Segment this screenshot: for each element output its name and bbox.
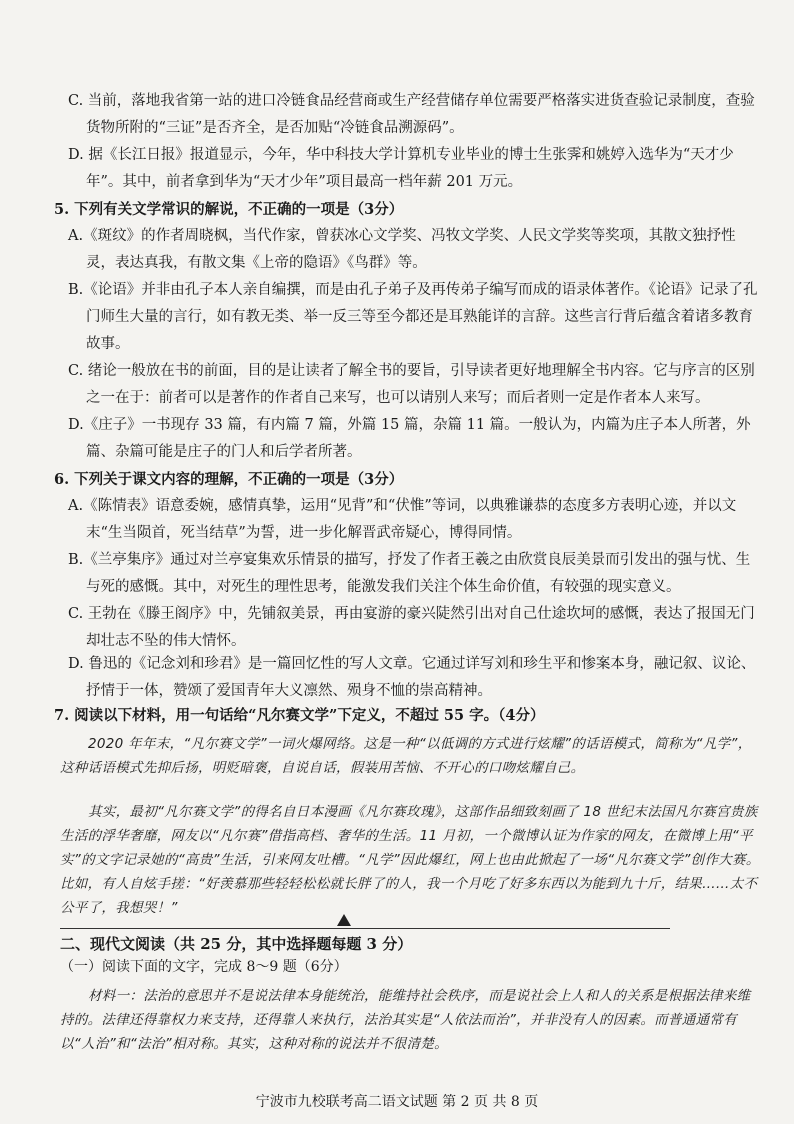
q7-material-para1: 2020 年年末，“凡尔赛文学”一词火爆网络。这是一种“以低调的方式进行炫耀”的话语模式，简称为“凡学”，这种话语模式先抑后扬，明贬暗褒，自说自话，假装用苦恼、不开心的口吻炫耀自己。 <box>60 736 752 776</box>
q6-option-c: C. 王勃在《滕王阁序》中，先铺叙美景，再由宴游的豪兴陡然引出对自己仕途坎坷的感慨，表达了报国无门却壮志不坠的伟大情怀。 <box>68 606 755 649</box>
q6-option-b: B.《兰亭集序》通过对兰亭宴集欢乐情景的描写，抒发了作者王羲之由欣赏良辰美景而引发出的强与忧、生与死的感慨。其中，对死生的理性思考，能激发我们关注个体生命价值，有较强的现实意义。 <box>68 552 751 595</box>
q4-option-d: D. 据《长江日报》报道显示，今年，华中科技大学计算机专业毕业的博士生张霁和姚婷入选华为“天才少年”。其中，前者拿到华为“天才少年”项目最高一档年薪 201 万元。 <box>68 147 734 190</box>
q5-option-a: A.《斑纹》的作者周晓枫，当代作家，曾获冰心文学奖、冯牧文学奖、人民文学奖等奖项，其散文独抒性灵，表达真我，有散文集《上帝的隐语》《鸟群》等。 <box>68 228 736 271</box>
section2-title: 二、现代文阅读（共 25 分，其中选择题每题 3 分） <box>60 935 413 953</box>
q4-option-c: C. 当前，落地我省第一站的进口冷链食品经营商或生产经营储存单位需要严格落实进货查验记录制度，查验货物所附的“三证”是否齐全，是否加贴“冷链食品溯源码”。 <box>68 93 755 136</box>
q5-option-d: D.《庄子》一书现存 33 篇，有内篇 7 篇，外篇 15 篇，杂篇 11 篇。一般认为，内篇为庄子本人所著，外篇、杂篇可能是庄子的门人和后学者所著。 <box>68 417 751 460</box>
section2-subtitle: （一）阅读下面的文字，完成 8～9 题（6分） <box>60 959 348 975</box>
page-footer: 宁波市九校联考高二语文试题 第 2 页 共 8 页 <box>255 1094 539 1110</box>
q5-stem: 5. 下列有关文学常识的解说，不正确的一项是（3分） <box>54 201 404 218</box>
q6-option-d: D. 鲁迅的《记念刘和珍君》是一篇回忆性的写人文章。它通过详写刘和珍生平和惨案本身，融记叙、议论、抒情于一体，赞颂了爱国青年大义凛然、殒身不恤的崇高精神。 <box>68 656 756 699</box>
q5-option-b: B.《论语》并非由孔子本人亲自编撰，而是由孔子弟子及再传弟子编写而成的语录体著作。《论语》记录了孔门师生大量的言行，如有教无类、举一反三等至今都还是耳熟能详的言辞。这些言行背后蕴含着诸多教育故事。 <box>68 282 758 352</box>
q7-stem: 7. 阅读以下材料，用一句话给“凡尔赛文学”下定义，不超过 55 字。（4分） <box>54 707 545 724</box>
material-one: 材料一：法治的意思并不是说法律本身能统治，能维持社会秩序，而是说社会上人和人的关系是根据法律来维持的。法律还得靠权力来支持，还得靠人来执行，法治其实是“人依法而治”，并非没有人的因素。而普通通常有以“人治”和“法治”相对称。其实，这种对称的说法并不很清楚。 <box>60 988 751 1052</box>
continue-triangle-icon <box>337 914 351 926</box>
q5-option-c: C. 绪论一般放在书的前面，目的是让读者了解全书的要旨，引导读者更好地理解全书内容。它与序言的区别之一在于：前者可以是著作的作者自己来写，也可以请别人来写；而后者则一定是作者本人来写。 <box>68 363 755 406</box>
q6-stem: 6. 下列关于课文内容的理解，不正确的一项是（3分） <box>54 471 404 488</box>
section-divider <box>60 928 670 929</box>
q6-option-a: A.《陈情表》语意委婉，感情真挚，运用“见背”和“伏惟”等词，以典雅谦恭的态度多方表明心迹，并以文末“生当陨首，死当结草”为誓，进一步化解晋武帝疑心，博得同情。 <box>68 498 737 541</box>
q7-material-para2: 其实，最初“凡尔赛文学”的得名自日本漫画《凡尔赛玫瑰》，这部作品细致刻画了 18 世纪末法国凡尔赛宫贵族生活的浮华奢靡，网友以“凡尔赛”借指高档、奢华的生活。11 月初，一个微博认证为作家的网友，在微博上用“平实”的文字记录她的“高贵”生活，引来网友吐槽。“凡学”因此爆红，网上也由此掀起了一场“凡尔赛文学”创作大赛。比如，有人自炫手搓：“好羡慕那些轻轻松松就长胖了的人，我一个月吃了好多东西以为能到九十斤，结果……太不公平了，我想哭！” <box>60 804 760 916</box>
